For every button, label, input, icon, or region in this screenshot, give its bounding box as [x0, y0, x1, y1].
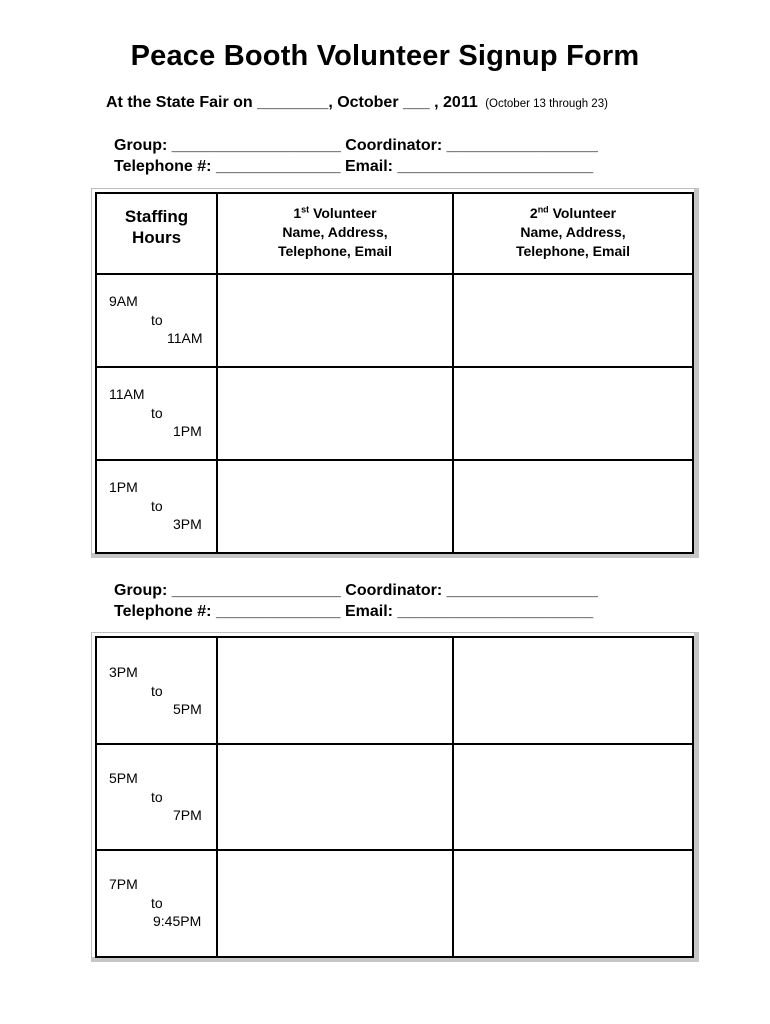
signup-table-1 [91, 188, 699, 558]
second-volunteer-cell[interactable] [453, 274, 693, 367]
second-volunteer-cell[interactable] [453, 367, 693, 460]
slot-start-time: 1PM [109, 479, 138, 495]
slot-end-time: 5PM [173, 701, 202, 717]
slot-end-time: 1PM [173, 423, 202, 439]
telephone-email-line-2: Telephone #: ______________ Email: ______________________ [114, 603, 594, 620]
time-slot-cell [96, 367, 217, 460]
table-header-row [96, 193, 693, 274]
fair-date-text: At the State Fair on ________, October ___ , 2011 [106, 94, 478, 111]
time-slot-cell [96, 744, 217, 850]
second-volunteer-header [453, 193, 693, 274]
first-volunteer-cell[interactable] [217, 274, 453, 367]
first-volunteer-title [218, 204, 452, 223]
table-row [96, 367, 693, 460]
second-volunteer-cell[interactable] [453, 460, 693, 553]
group-coordinator-line-1: Group: ___________________ Coordinator: _________________ [114, 137, 598, 154]
first-volunteer-cell[interactable] [217, 637, 453, 744]
second-volunteer-cell[interactable] [453, 744, 693, 850]
signup-table-2-grid [95, 636, 694, 958]
first-volunteer-cell[interactable] [217, 460, 453, 553]
signup-table-2 [91, 632, 699, 962]
slot-end-time: 9:45PM [153, 913, 202, 929]
table-row [96, 744, 693, 850]
slot-to-word: to [151, 683, 163, 699]
slot-to-word: to [151, 405, 163, 421]
staffing-hours-header [96, 193, 217, 274]
slot-end-time: 7PM [173, 807, 202, 823]
second-volunteer-ordinal: 2 [529, 205, 538, 221]
first-volunteer-header [217, 193, 453, 274]
first-volunteer-cell[interactable] [217, 744, 453, 850]
slot-to-word: to [151, 895, 163, 911]
form-title: Peace Booth Volunteer Signup Form [130, 40, 640, 72]
fair-date-line [106, 94, 608, 112]
second-volunteer-cell[interactable] [453, 637, 693, 744]
staffing-hours-header-line1: Staffing [124, 207, 189, 226]
slot-to-word: to [151, 312, 163, 328]
first-volunteer-cell[interactable] [217, 367, 453, 460]
slot-to-word: to [151, 498, 163, 514]
slot-start-time: 11AM [109, 386, 145, 402]
first-volunteer-ordinal: 1 [293, 205, 302, 221]
first-volunteer-cell[interactable] [217, 850, 453, 957]
table-row [96, 850, 693, 957]
signup-table-1-grid [95, 192, 694, 554]
fair-date-range-note: (October 13 through 23) [485, 98, 608, 110]
group-coordinator-line-2: Group: ___________________ Coordinator: _________________ [114, 582, 598, 599]
second-volunteer-details-line1: Name, Address, [520, 224, 626, 240]
first-volunteer-title-text: Volunteer [309, 205, 377, 221]
slot-end-time: 11AM [167, 330, 203, 346]
second-volunteer-details-line2: Telephone, Email [515, 243, 631, 259]
table-row [96, 637, 693, 744]
slot-to-word: to [151, 789, 163, 805]
slot-start-time: 5PM [109, 770, 138, 786]
second-volunteer-ordinal-suffix: nd [537, 204, 549, 215]
slot-end-time: 3PM [173, 516, 202, 532]
first-volunteer-details-line2: Telephone, Email [277, 243, 393, 259]
second-volunteer-title-text: Volunteer [548, 205, 617, 221]
first-volunteer-details-line1: Name, Address, [282, 224, 388, 240]
slot-start-time: 3PM [109, 664, 138, 680]
slot-start-time: 9AM [109, 293, 138, 309]
first-volunteer-ordinal-suffix: st [301, 204, 310, 215]
table-row [96, 274, 693, 367]
slot-start-time: 7PM [109, 876, 138, 892]
second-volunteer-title [454, 204, 692, 223]
table-row [96, 460, 693, 553]
telephone-email-line-1: Telephone #: ______________ Email: ______________________ [114, 158, 594, 175]
time-slot-cell [96, 460, 217, 553]
time-slot-cell [96, 637, 217, 744]
time-slot-cell [96, 850, 217, 957]
staffing-hours-header-line2: Hours [131, 228, 182, 247]
second-volunteer-cell[interactable] [453, 850, 693, 957]
time-slot-cell [96, 274, 217, 367]
